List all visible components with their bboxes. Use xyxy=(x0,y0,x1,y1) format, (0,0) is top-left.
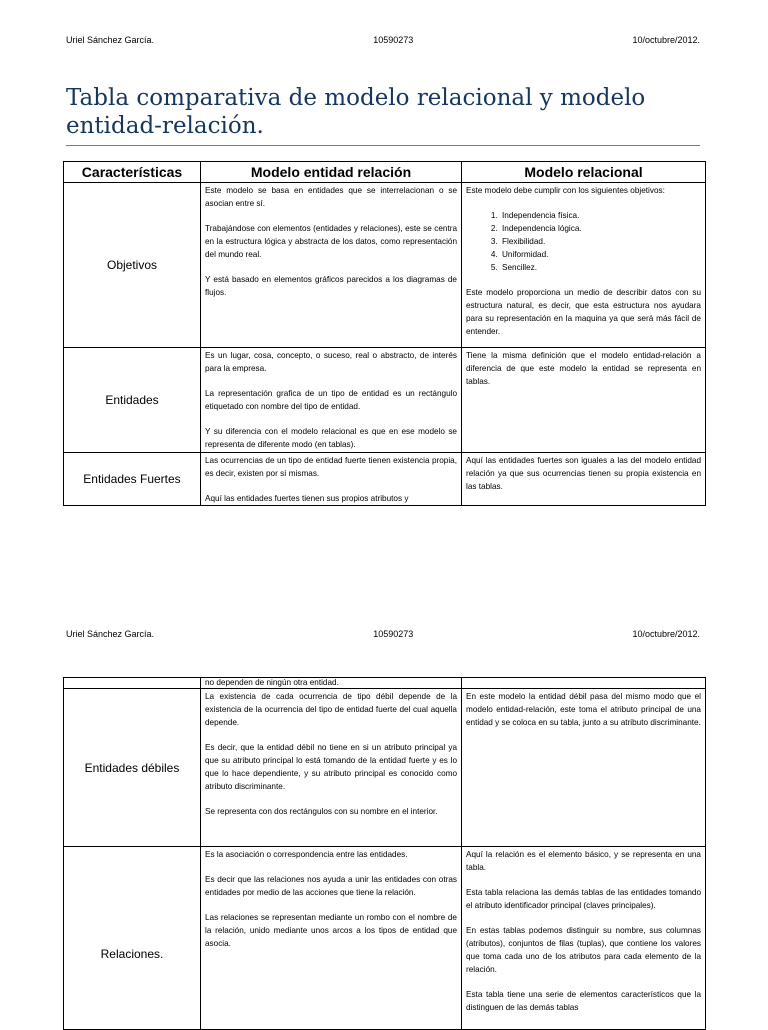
paragraph: Es decir, que la entidad débil no tiene en si un atributo principal ya que su atributo principal lo está tomando de la entidad fuerte y es lo que lo hace dependiente, y su atributo principal es conocido como atributo discriminante. xyxy=(205,743,457,791)
cell-entidades-er xyxy=(201,348,462,453)
title-underline xyxy=(66,145,700,146)
paragraph: Este modelo debe cumplir con los siguientes objetivos: xyxy=(466,186,665,195)
cell-entidades-debiles-relational xyxy=(462,689,706,847)
header-date: 10/octubre/2012. xyxy=(632,35,700,45)
cell-relaciones-er xyxy=(201,847,462,1030)
paragraph: Este modelo proporciona un medio de describir datos con su estructura natural, es decir, que esta estructura nos ayudara para su representación en la maquina ya que será más fácil de entender. xyxy=(466,288,701,336)
paragraph: Es un lugar, cosa, concepto, o suceso, real o abstracto, de interés para la empresa. xyxy=(205,351,457,373)
clipped-content xyxy=(205,848,457,1028)
paragraph: Las ocurrencias de un tipo de entidad fuerte tienen existencia propia, es decir, existen por sí mismas. xyxy=(205,456,457,478)
row-label-entidades: Entidades xyxy=(64,348,201,453)
empty-cell xyxy=(64,678,201,689)
column-header-relational-model: Modelo relacional xyxy=(462,162,706,183)
table-row-objetivos xyxy=(64,183,706,348)
paragraph: Y está basado en elementos gráficos parecidos a los diagramas de flujos. xyxy=(205,275,457,297)
paragraph: Aquí la relación es el elemento básico, y se representa en una tabla. xyxy=(466,850,701,872)
cell-continuation-er xyxy=(201,678,462,689)
paragraph: La representación grafica de un tipo de entidad es un rectángulo etiquetado con nombre del tipo de entidad. xyxy=(205,389,457,411)
list-item: 5. Sencillez. xyxy=(500,261,701,274)
paragraph: Es decir que las relaciones nos ayuda a unir las entidades con otras entidades por medio de las acciones que tiene la relación. xyxy=(205,875,457,897)
list-item: 1. Independencia física. xyxy=(500,209,701,222)
empty-cell xyxy=(462,678,706,689)
header-author: Uriel Sánchez García. xyxy=(66,629,155,639)
list-item: 4. Uniformidad. xyxy=(500,248,701,261)
paragraph: Tiene la misma definición que el modelo entidad-relación a diferencia de que este modelo la entidad se representa en tablas. xyxy=(466,351,701,386)
paragraph: Las relaciones se representan mediante un rombo con el nombre de la relación, unido mediante unos arcos a los tipos de entidad que asocia. xyxy=(205,913,457,948)
page-header xyxy=(66,629,700,639)
header-author: Uriel Sánchez García. xyxy=(66,35,155,45)
cell-objetivos-relational xyxy=(462,183,706,348)
row-label-entidades-fuertes: Entidades Fuertes xyxy=(64,453,201,506)
paragraph: Es la asociación o correspondencia entre las entidades. xyxy=(205,850,408,859)
header-id-number: 10590273 xyxy=(373,35,414,45)
cell-entidades-fuertes-er xyxy=(201,453,462,506)
page-header xyxy=(66,35,700,45)
paragraph: Aquí las entidades fuertes tienen sus propios atributos y xyxy=(205,494,409,503)
paragraph: En este modelo la entidad débil pasa del mismo modo que el modelo entidad-relación, este toma el atributo principal de una entidad y se coloca en su tabla, junto a su atributo discriminante. xyxy=(466,692,701,727)
page-2 xyxy=(0,590,768,1024)
clipped-content xyxy=(466,848,701,1028)
cell-relaciones-relational xyxy=(462,847,706,1030)
header-id-number: 10590273 xyxy=(373,629,414,639)
table-row-entidades xyxy=(64,348,706,453)
cell-entidades-debiles-er xyxy=(201,689,462,847)
comparison-table-continued xyxy=(63,677,706,1030)
document-title: Tabla comparativa de modelo relacional y modelo entidad-relación. xyxy=(66,85,646,139)
cell-entidades-relational xyxy=(462,348,706,453)
clipped-content xyxy=(205,454,457,504)
cell-objetivos-er xyxy=(201,183,462,348)
table-row-entidades-debiles xyxy=(64,689,706,847)
list-item: 2. Independencia lógica. xyxy=(500,222,701,235)
row-label-relaciones: Relaciones. xyxy=(64,847,201,1030)
list-item: 3. Flexibilidad. xyxy=(500,235,701,248)
paragraph: Este modelo se basa en entidades que se interrelacionan o se asocian entre sí. xyxy=(205,186,457,208)
comparison-table xyxy=(63,161,706,506)
row-label-entidades-debiles: Entidades débiles xyxy=(64,689,201,847)
paragraph: Esta tabla relaciona las demás tablas de las entidades tomando el atributo identificador principal (claves principales). xyxy=(466,888,701,910)
objectives-list xyxy=(466,209,701,274)
table-header-row xyxy=(64,162,706,183)
continuation-text: no dependen de ningún otra entidad. xyxy=(205,678,339,687)
table-row-relaciones xyxy=(64,847,706,1030)
table-row-continuation xyxy=(64,678,706,689)
paragraph: En estas tablas podemos distinguir su nombre, sus columnas (atributos), conjuntos de filas (tuplas), que contiene los valores que toma cada uno de los atributos para cada elemento de la relación. xyxy=(466,926,701,974)
paragraph: Aquí las entidades fuertes son iguales a las del modelo entidad relación ya que sus ocurrencias tienen su propia existencia en las tablas. xyxy=(466,456,701,491)
header-date: 10/octubre/2012. xyxy=(632,629,700,639)
cell-entidades-fuertes-relational xyxy=(462,453,706,506)
column-header-er-model: Modelo entidad relación xyxy=(201,162,462,183)
paragraph: Se representa con dos rectángulos con su nombre en el interior. xyxy=(205,807,438,816)
paragraph: Trabajándose con elementos (entidades y relaciones), este se centra en la estructura lógica y abstracta de los datos, como representación del mundo real. xyxy=(205,224,457,259)
paragraph: Y su diferencia con el modelo relacional es que en ese modelo se representa de diferente modo (en tablas). xyxy=(205,427,457,449)
paragraph: Esta tabla tiene una serie de elementos característicos que la distinguen de las demás tablas xyxy=(466,990,701,1012)
table-row-entidades-fuertes xyxy=(64,453,706,506)
row-label-objetivos: Objetivos xyxy=(64,183,201,348)
column-header-characteristics: Características xyxy=(64,162,201,183)
paragraph: La existencia de cada ocurrencia de tipo débil depende de la existencia de la ocurrencia del tipo de entidad fuerte del cual aquella depende. xyxy=(205,692,457,727)
